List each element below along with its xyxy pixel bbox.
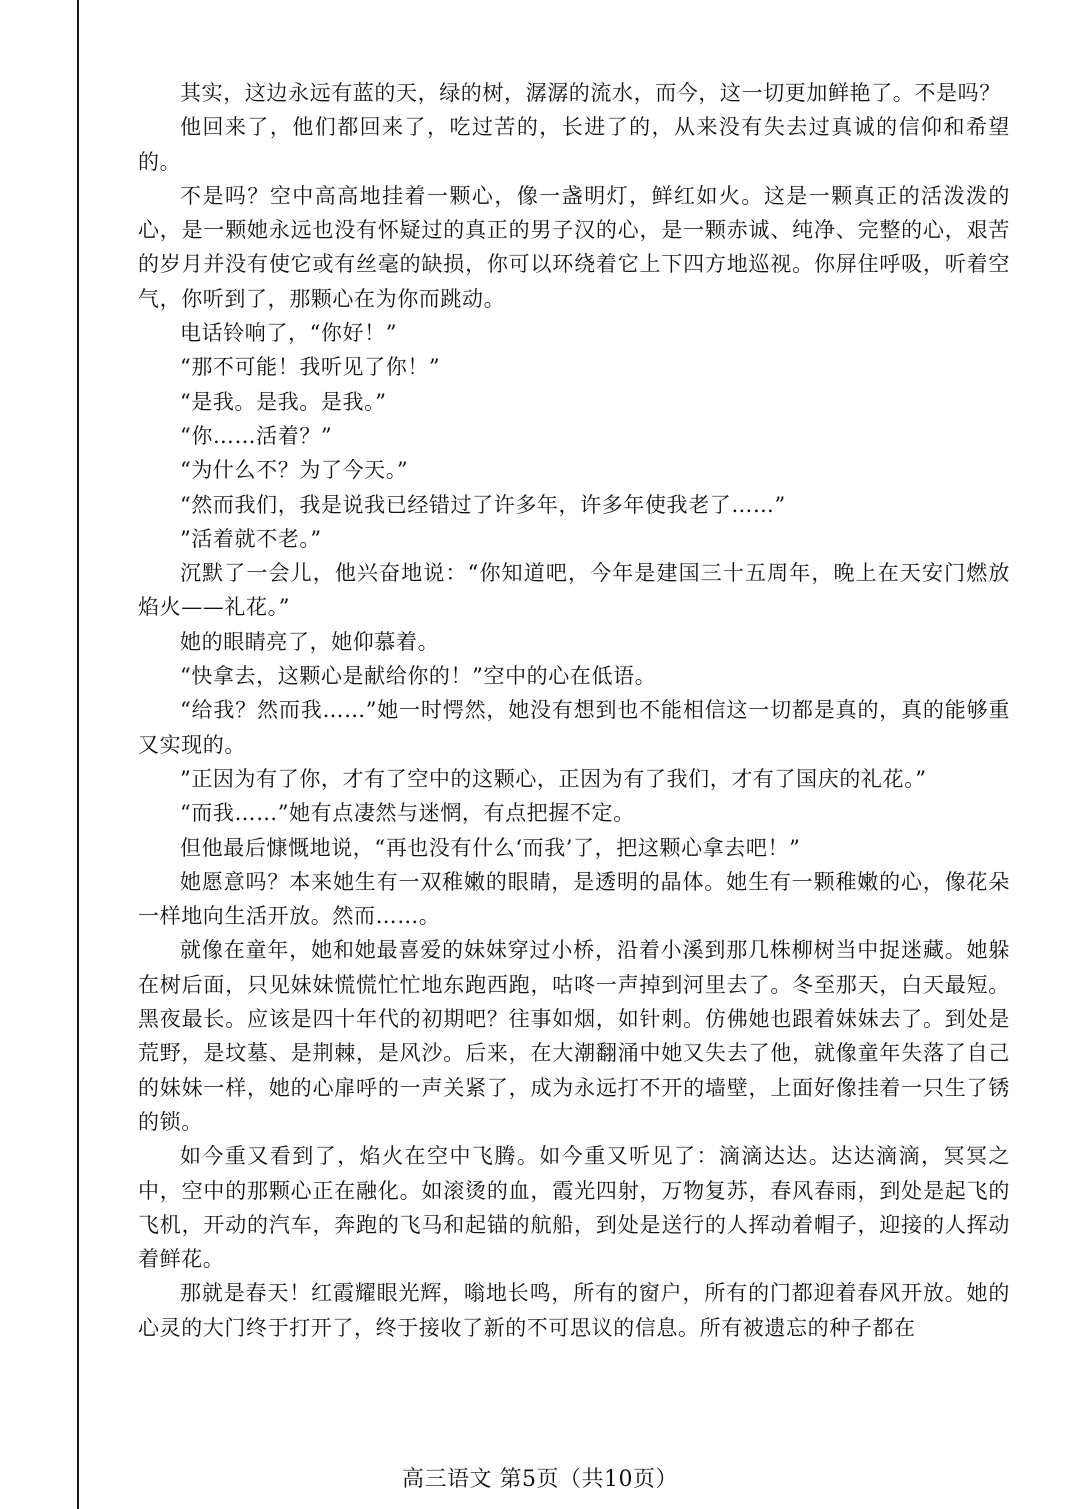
binding-margin-line (77, 0, 79, 1509)
paragraph: “是我。是我。是我。” (180, 389, 387, 414)
paragraph: 电话铃响了，“你好！” (180, 321, 398, 346)
paragraph: “你……活着？” (180, 423, 333, 448)
paragraph: 不是吗？空中高高地挂着一颗心，像一盏明灯，鲜红如火。这是一颗真正的活泼泼的心，是一颗她永远也没有怀疑过的真正的男子汉的心，是一颗赤诚、纯净、完整的心，艰苦的岁月并没有使它或有丝毫的缺损，你可以环绕着它上下四方地巡视。你屏住呼吸，听着空气，你听到了，那颗心在为你而跳动。 (138, 183, 1010, 311)
paragraph: “给我？然而我……”她一时愕然，她没有想到也不能相信这一切都是真的，真的能够重又实现的。 (138, 698, 1010, 757)
paragraph: “那不可能！我听见了你！” (180, 355, 441, 380)
paragraph: 她的眼睛亮了，她仰慕着。 (180, 629, 440, 654)
paragraph: 那就是春天！红霞耀眼光辉，嗡地长鸣，所有的窗户，所有的门都迎着春风开放。她的心灵的大门终于打开了，终于接收了新的不可思议的信息。所有被遗忘的种子都在 (138, 1281, 1010, 1340)
paragraph: 她愿意吗？本来她生有一双稚嫩的眼睛，是透明的晶体。她生有一颗稚嫩的心，像花朵一样地向生活开放。然而……。 (138, 869, 1010, 929)
paragraph: 如今重又看到了，焰火在空中飞腾。如今重又听见了：滴滴达达。达达滴滴，冥冥之中，空中的那颗心正在融化。如滚烫的血，霞光四射，万物复苏，春风春雨，到处是起飞的飞机，开动的汽车，奔跑的飞马和起锚的航船，到处是送行的人挥动着帽子，迎接的人挥动着鲜花。 (138, 1144, 1010, 1272)
article-body (138, 76, 1010, 1345)
paragraph: 沉默了一会儿，他兴奋地说：“你知道吧，今年是建国三十五周年，晚上在天安门燃放焰火——礼花。” (138, 561, 1010, 620)
paragraph: “然而我们，我是说我已经错过了许多年，许多年使我老了……” (180, 492, 786, 517)
paragraph: ”活着就不老。” (180, 526, 322, 551)
paragraph: “为什么不？为了今天。” (180, 458, 409, 483)
paragraph: “快拿去，这颗心是献给你的！”空中的心在低语。 (180, 664, 657, 689)
paragraph: “而我……”她有点凄然与迷惘，有点把握不定。 (180, 801, 635, 826)
paragraph: ”正因为有了你，才有了空中的这颗心，正因为有了我们，才有了国庆的礼花。” (180, 766, 927, 791)
page-footer: 高三语文 第5页（共10页） (402, 1467, 678, 1492)
paragraph: 就像在童年，她和她最喜爱的妹妹穿过小桥，沿着小溪到那几株柳树当中捉迷藏。她躲在树后面，只见妹妹慌慌忙忙地东跑西跑，咕咚一声掉到河里去了。冬至那天，白天最短。黑夜最长。应该是四十年代的初期吧？往事如烟，如针刺。仿佛她也跟着妹妹去了。到处是荒野，是坟墓、是荆棘，是风沙。后来，在大潮翻涌中她又失去了他，就像童年失落了自己的妹妹一样，她的心扉呼的一声关紧了，成为永远打不开的墙壁，上面好像挂着一只生了锈的锁。 (138, 938, 1010, 1134)
paragraph: 其实，这边永远有蓝的天，绿的树，潺潺的流水，而今，这一切更加鲜艳了。不是吗？ (180, 81, 1001, 105)
paragraph: 但他最后慷慨地说，“再也没有什么‘而我’了，把这颗心拿去吧！” (180, 835, 801, 860)
paragraph: 他回来了，他们都回来了，吃过苦的，长进了的，从来没有失去过真诚的信仰和希望的。 (138, 115, 1010, 174)
